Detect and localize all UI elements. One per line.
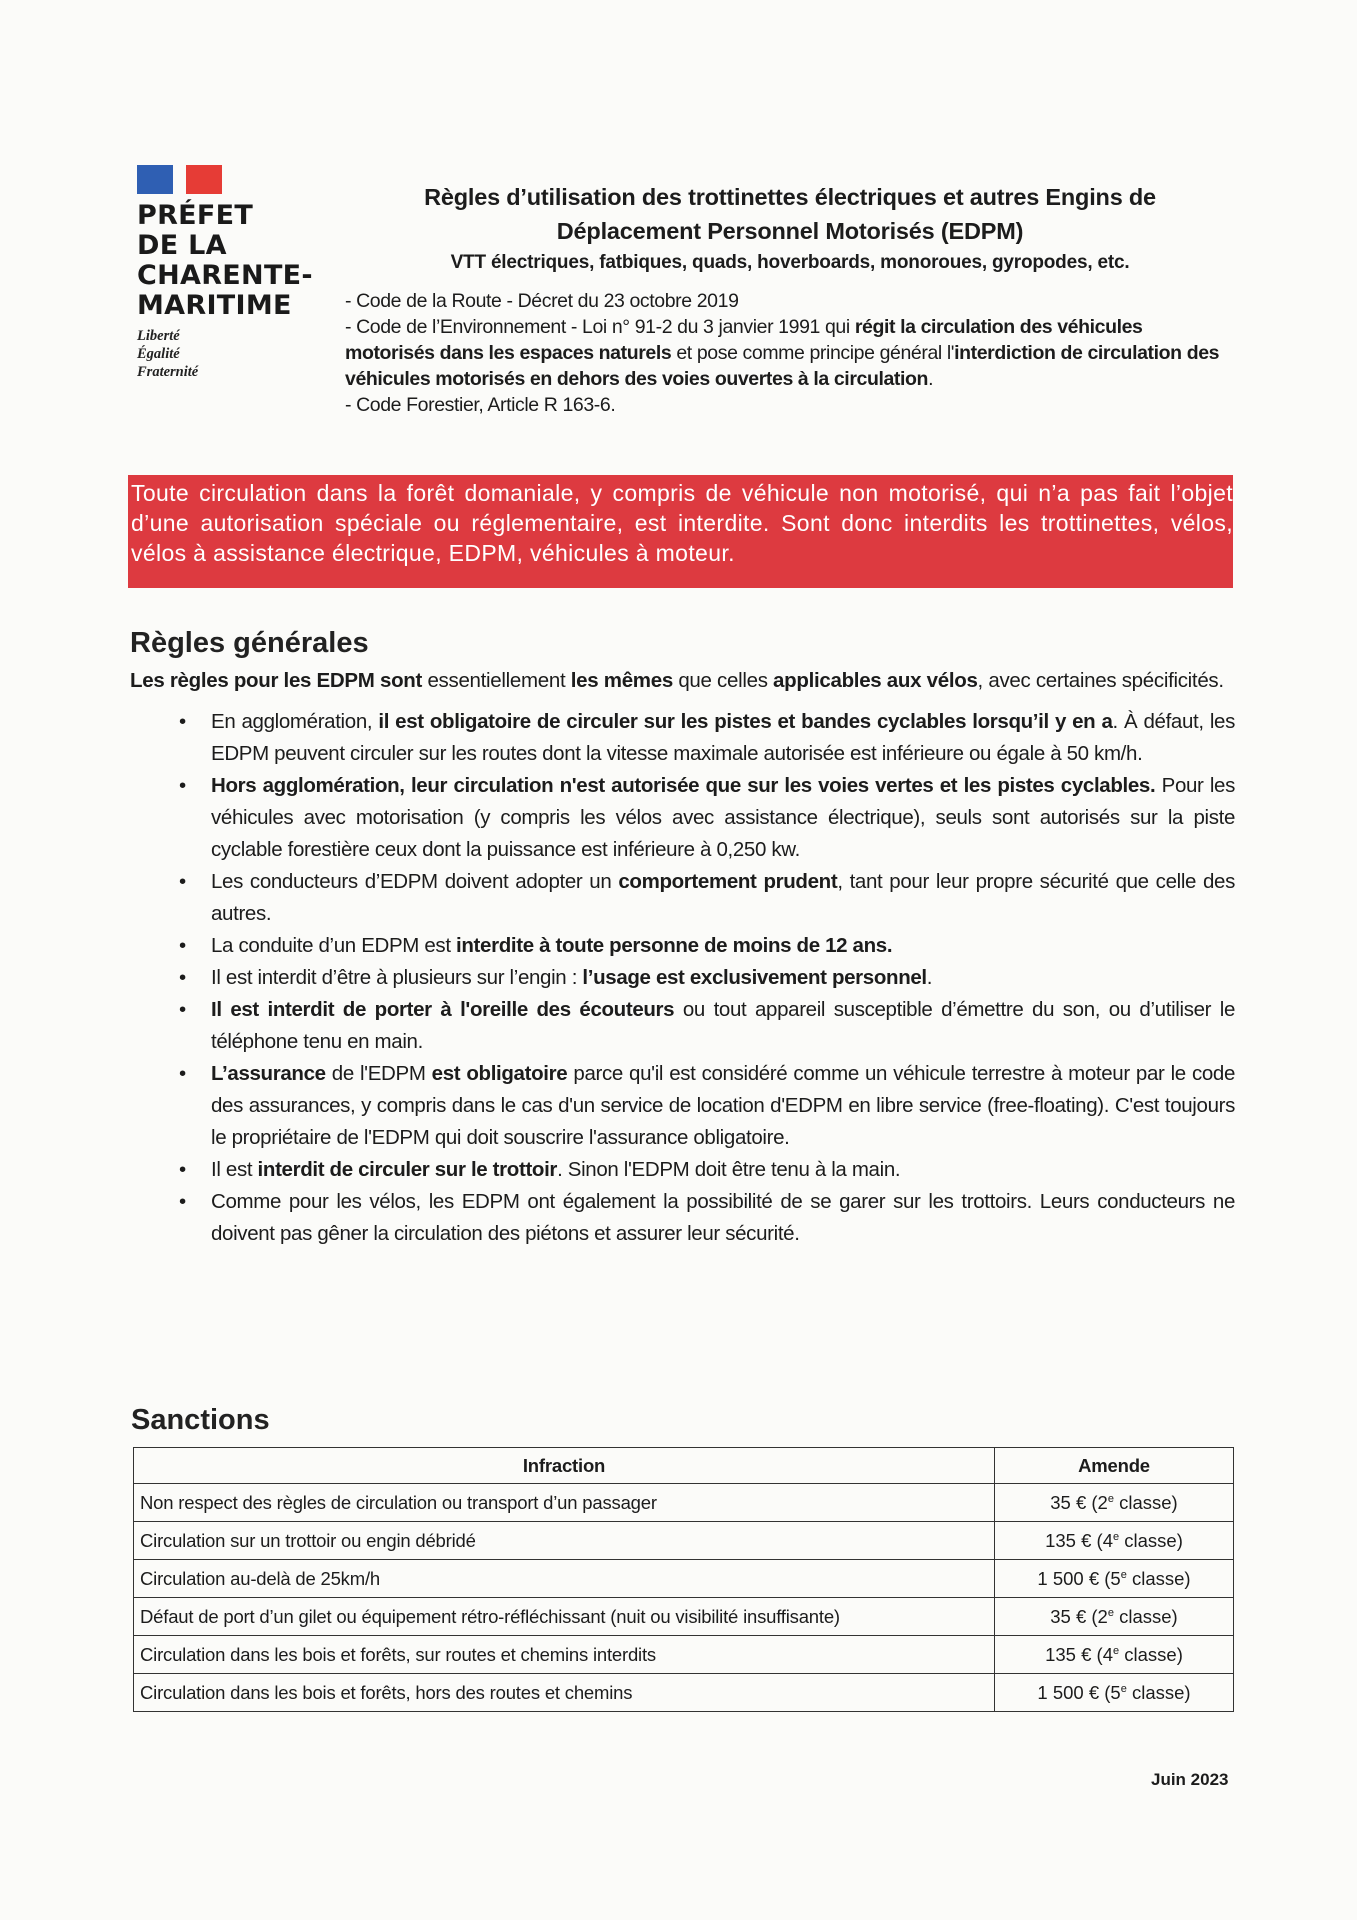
item-bold: comportement prudent [618,870,838,893]
title-line: Règles d’utilisation des trottinettes électriques et autres Engins de [424,184,1156,210]
item-bold: Hors agglomération, leur circulation n'est autorisée que sur les voies vertes et les pistes cyclables. [211,774,1156,797]
item-text: ou tout appareil susceptible d’émettre du son, ou d’utiliser le téléphone tenu en main. [211,998,1236,1053]
item-text: , tant pour leur propre sécurité que celle des autres. [211,870,1236,925]
item-bold: est obligatoire [431,1062,568,1085]
amount-value: 35 € (2 [1050,1605,1108,1627]
bullet-icon: • [179,774,186,797]
bullet-icon: • [179,1062,186,1085]
amount-cell [995,1484,1234,1522]
class-label: classe) [1113,1491,1178,1513]
amount-cell [995,1636,1234,1674]
class-ordinal: e [1107,1606,1114,1619]
column-header-infraction: Infraction [134,1448,995,1484]
table-header-row [134,1448,1234,1484]
rules-list [130,706,1235,1250]
amount-value: 35 € (2 [1050,1491,1108,1513]
class-label: classe) [1126,1567,1191,1589]
infraction-cell: Circulation dans les bois et forêts, hors des routes et chemins [134,1674,995,1712]
item-bold: interdit de circuler sur le trottoir [257,1158,558,1181]
infraction-cell: Circulation au-delà de 25km/h [134,1560,995,1598]
amount-cell [995,1674,1234,1712]
item-text: Pour les véhicules avec motorisation (y compris les vélos avec assistance électrique), seuls sont autorisés sur la piste cyclable forestière ceux dont la puissance est inférieure à 0,250 kw. [211,774,1235,861]
item-text: Il est interdit d’être à plusieurs sur l’engin : [211,966,583,989]
item-text: . À défaut, les EDPM peuvent circuler sur les routes dont la vitesse maximale autorisée est inférieure ou égale à 50 km/h. [211,710,1235,765]
infraction-cell: Circulation sur un trottoir ou engin débridé [134,1522,995,1560]
infraction-cell: Non respect des règles de circulation ou transport d’un passager [134,1484,995,1522]
amount-value: 1 500 € (5 [1037,1681,1121,1703]
sanctions-heading: Sanctions [131,1404,270,1436]
list-item [179,866,1236,930]
intro-text: que celles [672,669,774,692]
document-subtitle: VTT électriques, fatbiques, quads, hoverboards, monoroues, gyropodes, etc. [450,252,1130,273]
sanctions-table [133,1447,1234,1712]
infraction-cell: Circulation dans les bois et forêts, sur routes et chemins interdits [134,1636,995,1674]
column-header-amende: Amende [995,1448,1234,1484]
class-label: classe) [1119,1529,1183,1551]
republic-motto [137,327,337,381]
item-text: parce qu'il est considéré comme un véhicule terrestre à moteur par le code des assurances, y compris dans le cas d'un service de location d'EDPM en libre service (free-floating). C'est toujours le propriétaire de l'EDPM qui doit souscrire l'assurance obligatoire. [211,1062,1236,1149]
ref-text: et pose comme principe général l' [671,342,955,364]
list-item [179,1058,1236,1154]
logo-line: MARITIME [137,290,292,321]
motto-line: Fraternité [137,364,199,380]
list-item [179,1154,1235,1186]
item-text: . [926,966,933,989]
legal-references [345,288,1235,418]
logo-line: DE LA [137,230,227,261]
amount-value: 1 500 € (5 [1037,1567,1121,1589]
bullet-icon: • [179,1158,186,1181]
class-label: classe) [1119,1643,1183,1665]
ref-text: - Code de l’Environnement - Loi n° 91-2 du 3 janvier 1991 qui [345,316,855,338]
intro-text: , avec certaines spécificités. [977,669,1224,692]
ref-bold: régit la circulation des véhicules motorisés dans les espaces naturels [345,316,1143,364]
general-rules-section [130,625,1235,1250]
rules-intro [130,665,1235,696]
infraction-cell: Défaut de port d’un gilet ou équipement rétro-réfléchissant (nuit ou visibilité insuffisante) [134,1598,995,1636]
item-text: Les conducteurs d’EDPM doivent adopter un [211,870,619,893]
class-ordinal: e [1113,1644,1120,1657]
amount-value: 135 € (4 [1045,1529,1113,1551]
list-item [179,962,1235,994]
list-item [179,994,1236,1058]
list-item [179,770,1235,866]
item-bold: L’assurance [211,1062,326,1085]
class-ordinal: e [1113,1530,1120,1543]
bullet-icon: • [179,998,186,1021]
forest-prohibition-banner: Toute circulation dans la forêt domaniale, y compris de véhicule non motorisé, qui n’a pas fait l’objet d’une autorisation spéciale ou réglementaire, est interdite. Sont donc interdits les trottinettes, vélos, vélos à assistance électrique, EDPM, véhicules à moteur. [128,475,1233,588]
list-item [179,1186,1235,1250]
class-ordinal: e [1120,1682,1127,1695]
reference-code-forestier: - Code Forestier, Article R 163-6. [345,394,616,416]
class-ordinal: e [1120,1568,1127,1581]
bullet-icon: • [179,934,186,957]
section-heading: Règles générales [130,627,369,659]
amount-value: 135 € (4 [1045,1643,1113,1665]
marianne-flag-icon [137,165,222,194]
table-row [134,1522,1234,1560]
item-text: La conduite d’un EDPM est [211,934,457,957]
item-bold: Il est interdit de porter à l'oreille des écouteurs [211,998,675,1021]
intro-bold: les mêmes [570,669,673,692]
bullet-icon: • [179,870,186,893]
table-row [134,1560,1234,1598]
reference-code-route: - Code de la Route - Décret du 23 octobre 2019 [345,290,739,312]
amount-cell [995,1522,1234,1560]
ref-bold: interdiction de circulation des véhicules motorisés en dehors des voies ouvertes à la circulation [345,342,1220,390]
amount-cell [995,1598,1234,1636]
table-row [134,1674,1234,1712]
document-title [345,180,1235,248]
table-row [134,1598,1234,1636]
motto-line: Liberté [137,328,180,344]
publication-date: Juin 2023 [1151,1770,1229,1789]
bullet-icon: • [179,966,186,989]
class-ordinal: e [1107,1492,1114,1505]
item-text: de l'EDPM [325,1062,432,1085]
item-text: En agglomération, [211,710,379,733]
logo-line: PRÉFET [137,200,254,231]
bullet-icon: • [179,710,186,733]
class-label: classe) [1126,1681,1191,1703]
logo-line: CHARENTE- [137,260,313,291]
list-item [179,706,1235,770]
item-bold: interdite à toute personne de moins de 12 ans. [456,934,893,957]
table-row [134,1484,1234,1522]
motto-line: Égalité [137,346,180,362]
list-item [179,930,1235,962]
class-label: classe) [1113,1605,1178,1627]
ref-text: . [928,368,934,390]
prefecture-logo [137,165,337,381]
title-line: Déplacement Personnel Motorisés (EDPM) [556,218,1024,244]
table-row [134,1636,1234,1674]
intro-bold: Les règles pour les EDPM sont [130,669,423,692]
amount-cell [995,1560,1234,1598]
bullet-icon: • [179,1190,186,1213]
intro-text: essentiellement [422,669,571,692]
prefecture-name [137,201,337,321]
reference-code-environnement [345,314,1235,392]
item-text: Comme pour les vélos, les EDPM ont également la possibilité de se garer sur les trottoirs. Leurs conducteurs ne doivent pas gêner la circulation des piétons et assurer leur sécurité. [211,1190,1235,1245]
item-text: Il est [211,1158,258,1181]
item-bold: il est obligatoire de circuler sur les pistes et bandes cyclables lorsqu’il y en a [378,710,1113,733]
item-bold: l’usage est exclusivement personnel [582,966,927,989]
item-text: . Sinon l'EDPM doit être tenu à la main. [557,1158,901,1181]
intro-bold: applicables aux vélos [773,669,978,692]
document-header [345,180,1235,418]
